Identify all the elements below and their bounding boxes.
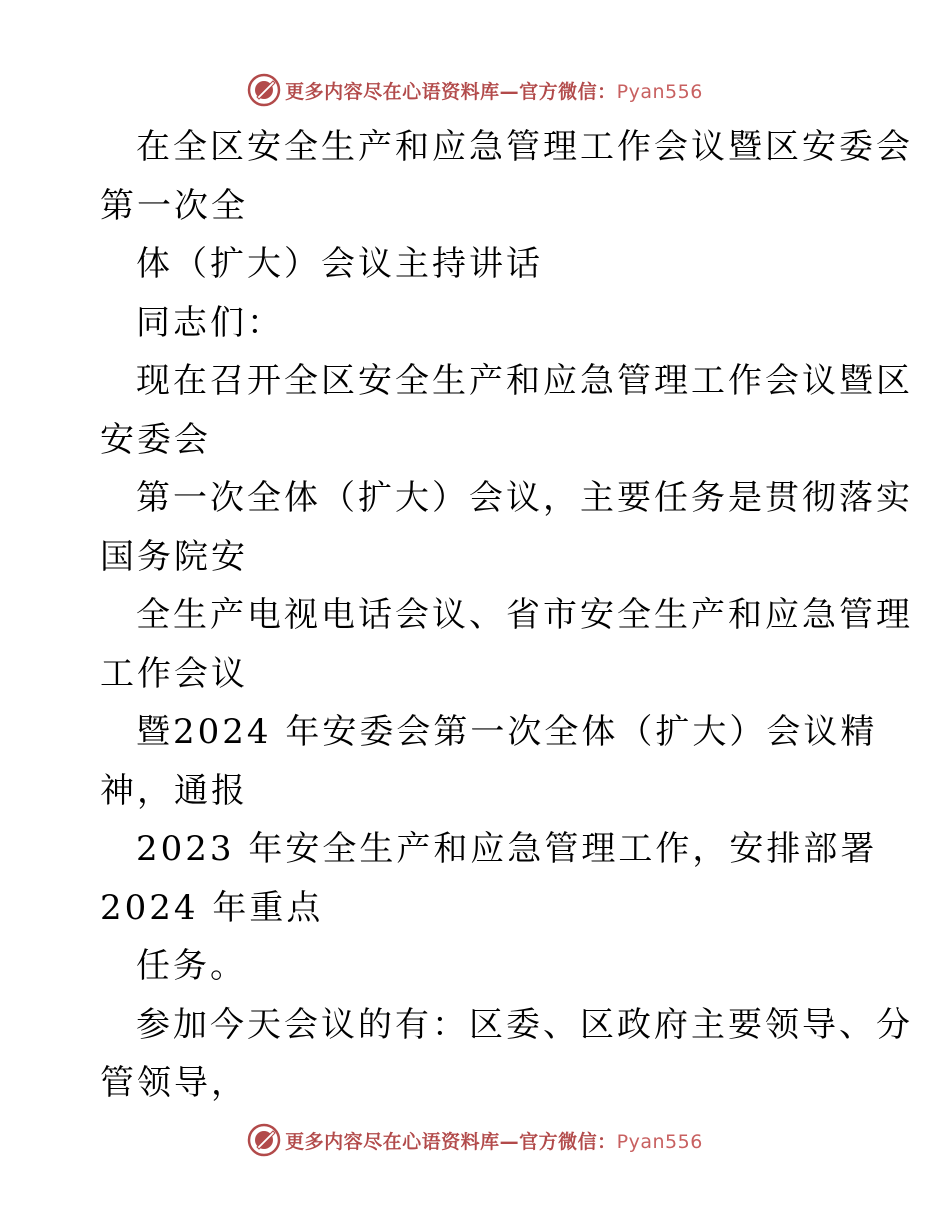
document-line: 第一次全体（扩大）会议，主要任务是贯彻落实: [136, 478, 913, 518]
document-line: 第一次全: [100, 185, 248, 226]
document-line: 管领导，: [100, 1063, 248, 1103]
document-line: 同志们：: [136, 302, 284, 343]
document-line: 神，通报: [100, 770, 248, 811]
document-line: 体（扩大）会议主持讲话: [136, 244, 543, 284]
document-line: 现在召开全区安全生产和应急管理工作会议暨区: [136, 361, 913, 401]
document-body: [100, 118, 913, 1113]
watermark-account: Pyan556: [616, 1130, 703, 1153]
document-line: 2024 年重点: [100, 887, 324, 928]
document-line: 暨2024 年安委会第一次全体（扩大）会议精: [136, 712, 878, 752]
footer-watermark: [0, 1122, 950, 1158]
pen-logo-icon: [247, 73, 281, 107]
watermark-text: 更多内容尽在心语资料库—官方微信：Pyan556: [285, 1130, 703, 1153]
pen-logo-icon: [247, 1123, 281, 1157]
document-line: 工作会议: [100, 653, 248, 694]
watermark-account: Pyan556: [616, 80, 703, 103]
document-line: 全生产电视电话会议、省市安全生产和应急管理: [136, 595, 913, 635]
document-line: 安委会: [100, 419, 211, 460]
document-line: 参加今天会议的有：区委、区政府主要领导、分: [136, 1004, 913, 1045]
document-line: 任务。: [136, 946, 247, 986]
header-watermark: [0, 72, 950, 108]
document-line: 国务院安: [100, 536, 248, 577]
watermark-text: 更多内容尽在心语资料库—官方微信：Pyan556: [285, 80, 703, 103]
document-line: 在全区安全生产和应急管理工作会议暨区安委会: [136, 127, 913, 167]
document-line: 2023 年安全生产和应急管理工作，安排部署: [136, 829, 878, 869]
